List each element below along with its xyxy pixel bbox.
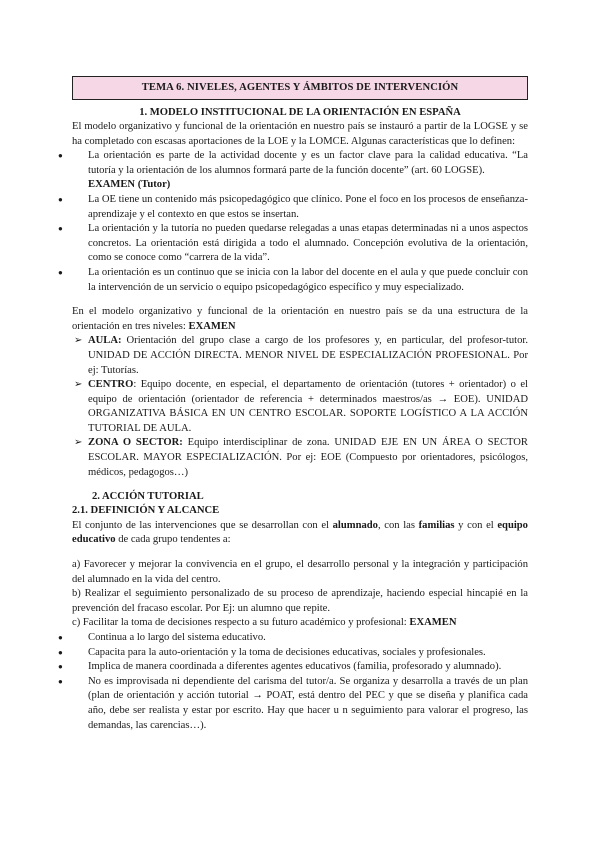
- objectives-list: [72, 558, 528, 631]
- arrow-bullet-icon: ➢: [74, 437, 83, 449]
- bullet-dot-icon: ●: [58, 224, 63, 234]
- section2-subheading: 2.1. DEFINICIÓN Y ALCANCE: [72, 505, 220, 517]
- list-item: ● La OE tiene un contenido más psicopedagógico que clínico. Pone el foco en los procesos de enseñanza-aprendizaje y el contexto en que estos se insertan.: [58, 193, 528, 220]
- list-item: ● Capacita para la auto-orientación y la toma de decisiones educativas, sociales y profesionales.: [72, 646, 528, 661]
- bullet-dot-icon: ●: [58, 633, 63, 642]
- bullet-dot-icon: ●: [58, 662, 63, 672]
- list-item: ● Implica de manera coordinada a diferentes agentes educativos (familia, profesorado y alumnado).: [72, 660, 528, 675]
- bullet-dot-icon: ●: [58, 676, 63, 686]
- list-item: ● La orientación y la tutoría no pueden quedarse relegadas a unas etapas determinadas ni a unos aspectos concretos. La orientación está dirigida a todo el alumnado. Concepción evolutiva de la orientación, como se conoce como “carrera de la vida”.: [58, 223, 528, 264]
- arrow-bullet-icon: ➢: [74, 335, 83, 347]
- exam-tag: EXAMEN: [188, 320, 236, 332]
- section2-definition: El conjunto de las intervenciones que se desarrollan con el alumnado, con las familias y con el equipo educativo de cada grupo tendentes a:: [72, 519, 528, 546]
- list-item: a) Favorecer y mejorar la convivencia en el grupo, el desarrollo personal y la integración y participación del alumnado en la vida del centro.: [72, 559, 528, 585]
- bullet-dot-icon: ●: [58, 194, 63, 204]
- arrow-bullet-icon: ➢: [74, 379, 83, 391]
- document-title: TEMA 6. NIVELES, AGENTES Y ÁMBITOS DE INTERVENCIÓN: [72, 76, 528, 100]
- exam-tag: EXAMEN: [409, 617, 457, 629]
- exam-tag: EXAMEN (Tutor): [88, 179, 171, 191]
- section2-heading: 2. ACCIÓN TUTORIAL: [92, 491, 204, 503]
- list-item: ➢ ZONA O SECTOR: Equipo interdisciplinar de zona. UNIDAD EJE EN UN ÁREA O SECTOR ESCOLAR. MAYOR ESPECIALIZACIÓN. Por ej: EOE (Compuesto por orientadores, psicólogos, médicos, pedagogos…): [74, 437, 529, 478]
- section2-bullet-list: [58, 631, 528, 733]
- list-item: ➢ AULA: Orientación del grupo clase a cargo de los profesores y, en particular, del profesor-tutor. UNIDAD DE ACCIÓN DIRECTA. MENOR NIVEL DE ESPECIALIZACIÓN PROFESIONAL. Por ej: Tutorías.: [74, 335, 528, 376]
- section1-bullet-list: [58, 149, 528, 295]
- levels-intro: En el modelo organizativo y funcional de la orientación en nuestro país se da una estructura de la orientación en tres niveles: EXAMEN: [72, 306, 528, 332]
- list-item: ● La orientación es parte de la actividad docente y es un factor clave para la calidad educativa. “La tutoría y la orientación de los alumnos formará parte de la función docente” (art. 60 LOGSE). EXAMEN (Tutor): [58, 150, 528, 191]
- list-item: ● No es improvisada ni dependiente del carisma del tutor/a. Se organiza y desarrolla a través de un plan (plan de orientación y acción tutorial → POAT, está dentro del PEC y que se diseña y planifica cada año, debe ser realista y estar por escrito. Hay que hacer u n seguimiento para valorar el progreso, las demandas, las carencias…).: [58, 675, 528, 731]
- bullet-dot-icon: ●: [58, 267, 63, 277]
- section1-intro: El modelo organizativo y funcional de la orientación en nuestro país se instauró a partir de la LOGSE y se ha completado con escasas aportaciones de la LOE y la LOMCE. Algunas características que lo definen:: [72, 121, 528, 147]
- bullet-dot-icon: ●: [58, 151, 63, 161]
- document-page: [58, 76, 529, 733]
- list-item: ● La orientación es un continuo que se inicia con la labor del docente en el aula y que puede concluir con la intervención de un servicio o equipo psicopedagógico específico y muy especializado.: [58, 266, 528, 293]
- list-item: ● Continua a lo largo del sistema educativo.: [72, 631, 528, 646]
- list-item: c) Facilitar la toma de decisiones respecto a su futuro académico y profesional: EXAMEN: [72, 617, 457, 629]
- list-item: ➢ CENTRO: Equipo docente, en especial, el departamento de orientación (tutores + orientador) o el equipo de orientación (orientador de referencia + determinados maestros/as → EOE). UNIDAD ORGANIZATIVA BÁSICA EN UN CENTRO ESCOLAR. SOPORTE LOGÍSTICO A LA ACCIÓN TUTORIAL DE AULA.: [74, 379, 528, 434]
- bullet-dot-icon: ●: [58, 647, 63, 657]
- list-item: b) Realizar el seguimiento personalizado de su proceso de aprendizaje, haciendo especial hincapié en la prevención del fracaso escolar. Por Ej: un alumno que repite.: [72, 588, 528, 614]
- levels-list: [72, 334, 528, 480]
- section1-heading: 1. MODELO INSTITUCIONAL DE LA ORIENTACIÓN EN ESPAÑA: [139, 107, 461, 118]
